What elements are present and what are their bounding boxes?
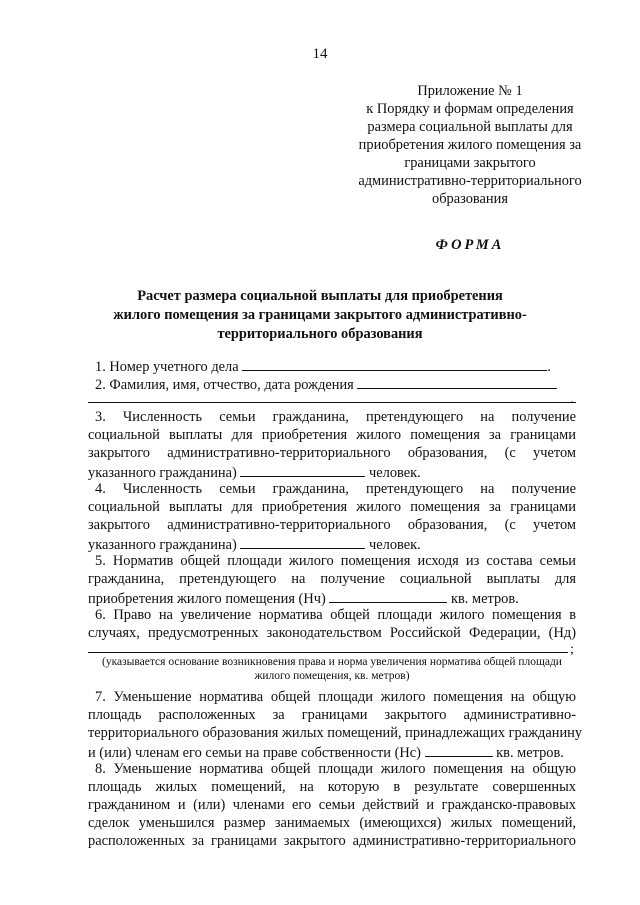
item-7-line: территориального образования жилых помещений, принадлежащих гражданину xyxy=(88,725,583,741)
document-title-line: Расчет размера социальной выплаты для приобретения xyxy=(137,288,503,304)
item-4-line: социальной выплаты для приобретения жилого помещения за границами xyxy=(88,499,576,515)
item-2-blank xyxy=(357,374,557,389)
item-6-line: 6. Право на увеличение норматива общей площади жилого помещения в xyxy=(95,607,576,623)
item-8-line: гражданином и (или) членами его семьи действий и гражданско-правовых xyxy=(88,797,576,813)
item-4-blank xyxy=(240,534,365,549)
appendix-line: образования xyxy=(432,191,508,207)
item-4-line: закрытого административно-территориального образования, (с учетом xyxy=(88,517,576,533)
item-6-note-line: жилого помещения, кв. метров) xyxy=(254,670,410,682)
item-7-last: и (или) членам его семьи на праве собственности (Нс) кв. метров. xyxy=(88,742,576,762)
appendix-title: Приложение № 1 xyxy=(417,83,523,99)
item-1: 1. Номер учетного дела . xyxy=(95,356,583,376)
appendix-line: границами закрытого xyxy=(404,155,536,171)
item-3-line: закрытого административно-территориального образования, (с учетом xyxy=(88,445,576,461)
page-number: 14 xyxy=(312,46,328,62)
item-6-line: случаях, предусмотренных законодательством Российской Федерации, (Нд) xyxy=(88,625,576,641)
document-title-line: территориального образования xyxy=(217,326,423,342)
item-2-end: . xyxy=(570,392,574,407)
item-5-line: 5. Норматив общей площади жилого помещения исходя из состава семьи xyxy=(95,553,576,569)
form-label: ФОРМА xyxy=(435,237,505,253)
item-8-line: сделок уменьшился размер занимаемых (имеющихся) жилых помещений, xyxy=(88,815,576,831)
item-8-line: расположенных за границами закрытого административно-территориального xyxy=(88,833,576,849)
item-3-blank xyxy=(240,462,365,477)
item-6-end: ; xyxy=(570,642,574,657)
item-2-label: 2. Фамилия, имя, отчество, дата рождения xyxy=(95,377,354,393)
appendix-line: административно-территориального xyxy=(358,173,582,189)
item-6-blank xyxy=(88,652,568,653)
item-3-last: указанного гражданина) человек. xyxy=(88,462,576,482)
item-5-blank xyxy=(329,588,447,603)
item-3-line: 3. Численность семьи гражданина, претендующего на получение xyxy=(95,409,576,425)
item-3-line: социальной выплаты для приобретения жилого помещения за границами xyxy=(88,427,576,443)
item-5-last: приобретения жилого помещения (Нч) кв. метров. xyxy=(88,588,576,608)
item-4-line: 4. Численность семьи гражданина, претендующего на получение xyxy=(95,481,576,497)
item-7-line: 7. Уменьшение норматива общей площади жилого помещения на общую xyxy=(95,689,576,705)
item-1-label: 1. Номер учетного дела xyxy=(95,359,239,375)
appendix-line: приобретения жилого помещения за xyxy=(358,137,582,153)
appendix-line: размера социальной выплаты для xyxy=(367,119,573,135)
item-8-line: 8. Уменьшение норматива общей площади жилого помещения на общую xyxy=(95,761,576,777)
item-1-blank xyxy=(242,356,547,371)
document-title-line: жилого помещения за границами закрытого административно- xyxy=(113,307,527,323)
item-7-line: площадь расположенных за границами закрытого административно- xyxy=(88,707,576,723)
item-8-line: площадь жилых помещений, на которую в результате совершенных xyxy=(88,779,576,795)
item-5-line: гражданина, претендующего на получение социальной выплаты для xyxy=(88,571,576,587)
item-2-blank-continued xyxy=(88,402,576,403)
item-6-note-line: (указывается основание возникновения права и норма увеличения норматива общей площади xyxy=(102,656,562,668)
item-4-last: указанного гражданина) человек. xyxy=(88,534,576,554)
item-2 xyxy=(95,374,583,394)
item-7-blank xyxy=(425,742,493,757)
appendix-line: к Порядку и формам определения xyxy=(366,101,574,117)
